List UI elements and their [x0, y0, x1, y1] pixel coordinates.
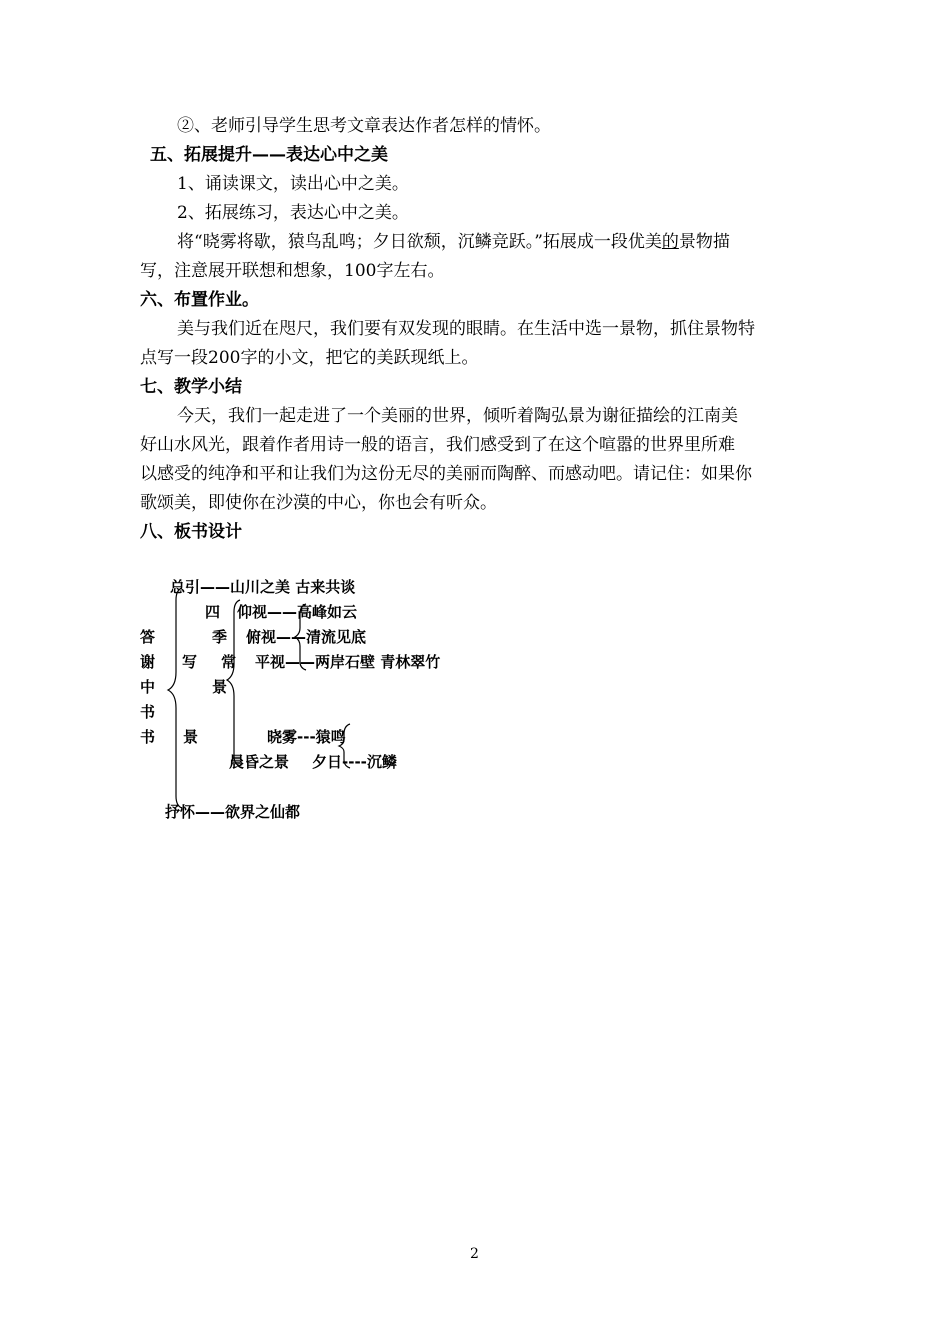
board-pingshi: 平视——两岸石壁 青林翠竹 [255, 653, 441, 671]
paragraph-line: 写，注意展开联想和想象，100字左右。 [140, 261, 445, 281]
paragraph-line: 点写一段200字的小文，把它的美跃现纸上。 [140, 348, 479, 368]
board-yangshi: 仰视——高峰如云 [237, 603, 358, 621]
board-ji: 季 [212, 628, 228, 646]
section-heading-7: 七、教学小结 [140, 377, 242, 397]
board-shu: 书 [140, 703, 156, 721]
section-heading-6: 六、布置作业。 [140, 290, 259, 310]
paragraph-text: 将“晓雾将歇，猿鸟乱鸣；夕日欲颓，沉鳞竞跃。”拓展成一段优美 [177, 232, 662, 252]
board-chang: 常 [221, 653, 237, 671]
paragraph-line: 今天，我们一起走进了一个美丽的世界，倾听着陶弘景为谢征描绘的江南美 [177, 406, 738, 426]
board-fushi: 俯视——清流见底 [246, 628, 367, 646]
board-si: 四 [205, 603, 221, 621]
underlined-word: 的 [661, 232, 679, 252]
board-shuhuai: 抒怀——欲界之仙都 [165, 803, 301, 821]
board-shu2: 书 [140, 728, 156, 746]
paragraph-line: 2、拓展练习，表达心中之美。 [177, 203, 409, 223]
board-jing2: 景 [183, 728, 199, 746]
paragraph-line: ②、老师引导学生思考文章表达作者怎样的情怀。 [177, 116, 551, 136]
paragraph-line: 美与我们近在咫尺，我们要有双发现的眼睛。在生活中选一景物，抓住景物特 [177, 319, 755, 339]
paragraph-line: 1、诵读课文，读出心中之美。 [177, 174, 409, 194]
board-xiri: 夕日----沉鳞 [312, 753, 397, 771]
board-chenhun: 晨昏之景 [229, 753, 290, 771]
board-xie2: 写 [182, 653, 198, 671]
page-number: 2 [470, 1246, 479, 1262]
paragraph-text: 景物描 [678, 232, 730, 252]
board-zongyin: 总引——山川之美 古来共谈 [170, 578, 356, 596]
board-jing1: 景 [212, 678, 228, 696]
board-xie: 谢 [140, 653, 156, 671]
paragraph-line: 歌颂美，即使你在沙漠的中心，你也会有听众。 [140, 493, 497, 513]
section-heading-5: 五、拓展提升——表达心中之美 [150, 145, 388, 165]
paragraph-line: 以感受的纯净和平和让我们为这份无尽的美丽而陶醉、而感动吧。请记住：如果你 [140, 464, 752, 484]
paragraph-line: 好山水风光，跟着作者用诗一般的语言，我们感受到了在这个喧嚣的世界里所难 [140, 435, 735, 455]
board-zhong: 中 [140, 678, 156, 696]
section-heading-8: 八、板书设计 [140, 522, 242, 542]
board-xiaowu: 晓雾---猿鸣 [267, 728, 346, 746]
board-da: 答 [140, 628, 156, 646]
